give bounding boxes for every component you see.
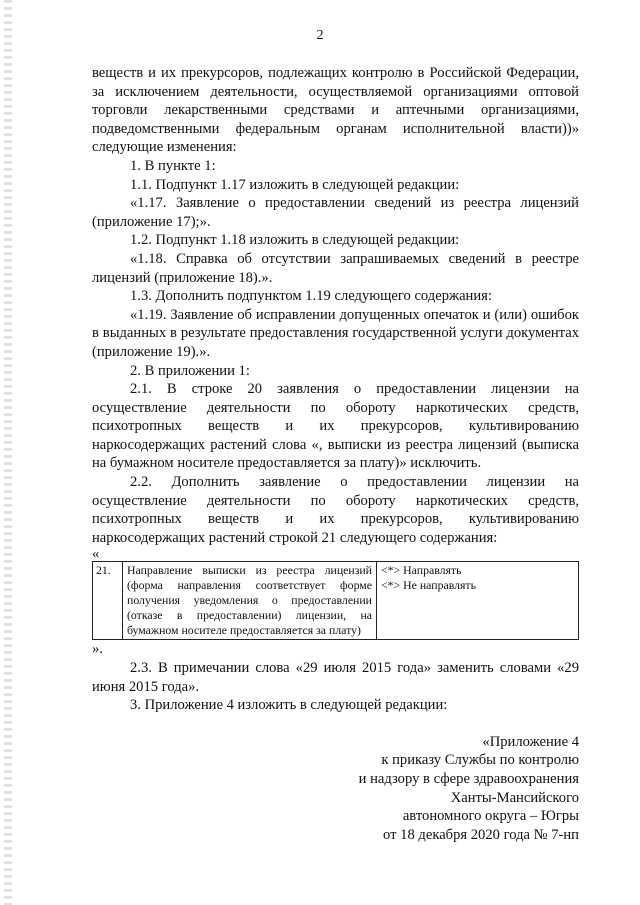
document-body — [92, 64, 579, 844]
inserted-row-table — [92, 561, 579, 640]
appendix-line: к приказу Службы по контролю — [381, 752, 579, 769]
binding-edge — [4, 0, 12, 905]
row-description: Направление выписки из реестра лицензий (форма направления соответствует форме получения уведомления о предоставлении (отказе в предоставлении) лицензии, на бумажном носителе предоставляется за плату) — [123, 562, 377, 640]
appendix-line: от 18 декабря 2020 года № 7-нп — [383, 826, 579, 843]
paragraph-item-1-1: 1.1. Подпункт 1.17 изложить в следующей редакции: — [130, 176, 460, 193]
paragraph-item-2-1: 2.1. В строке 20 заявления о предоставлении лицензии на осуществление деятельности по обороту наркотических средств, психотропных веществ и их прекурсоров, культивированию наркосодержащих растений слова «, выписки из реестра лицензий (выписка на бумажном носителе предоставляется за плату)» исключить. — [92, 381, 579, 472]
appendix-line: «Приложение 4 — [482, 733, 579, 750]
row-number: 21. — [93, 562, 123, 640]
option-send: <*> Направлять — [381, 563, 462, 578]
paragraph-item-1: 1. В пункте 1: — [130, 157, 216, 174]
option-not-send: <*> Не направлять — [381, 578, 476, 593]
paragraph-item-1-2: 1.2. Подпункт 1.18 изложить в следующей редакции: — [130, 232, 460, 249]
paragraph-item-2-2: 2.2. Дополнить заявление о предоставлении лицензии на осуществление деятельности по обороту наркотических средств, психотропных веществ и их прекурсоров, культивированию наркосодержащих растений строкой 21 следующего содержания: — [92, 474, 579, 546]
page-number: 2 — [316, 28, 324, 43]
row-options — [377, 562, 579, 640]
paragraph-item-2: 2. В приложении 1: — [130, 362, 250, 379]
paragraph-item-2-3: 2.3. В примечании слова «29 июля 2015 года» заменить словами «29 июня 2015 года». — [92, 660, 579, 695]
paragraph-quote-1-19: «1.19. Заявление об исправлении допущенных опечаток и (или) ошибок в выданных в результате предоставления государственной услуги документах (приложение 19).». — [92, 306, 579, 360]
appendix-line: Ханты-Мансийского — [450, 789, 579, 806]
appendix-line: автономного округа – Югры — [402, 808, 579, 825]
table-row — [93, 562, 579, 640]
close-quote: ». — [92, 641, 103, 658]
appendix-header — [92, 733, 579, 845]
appendix-line: и надзору в сфере здравоохранения — [358, 771, 579, 787]
paragraph-quote-1-18: «1.18. Справка об отсутствии запрашиваемых сведений в реестре лицензий (приложение 18).». — [92, 250, 579, 286]
paragraph-quote-1-17: «1.17. Заявление о предоставлении сведений из реестра лицензий (приложение 17);». — [92, 195, 579, 230]
paragraph-item-1-3: 1.3. Дополнить подпунктом 1.19 следующего содержания: — [130, 288, 492, 305]
paragraph-item-3: 3. Приложение 4 изложить в следующей редакции: — [130, 697, 448, 714]
open-quote: « — [92, 546, 100, 563]
paragraph-continuation: веществ и их прекурсоров, подлежащих контролю в Российской Федерации, за исключением деятельности, осуществляемой организациями оптовой торговли лекарственными средствами и аптечными организациями, подведомственными федеральным органам исполнительной власти))» следующие изменения: — [92, 65, 579, 156]
